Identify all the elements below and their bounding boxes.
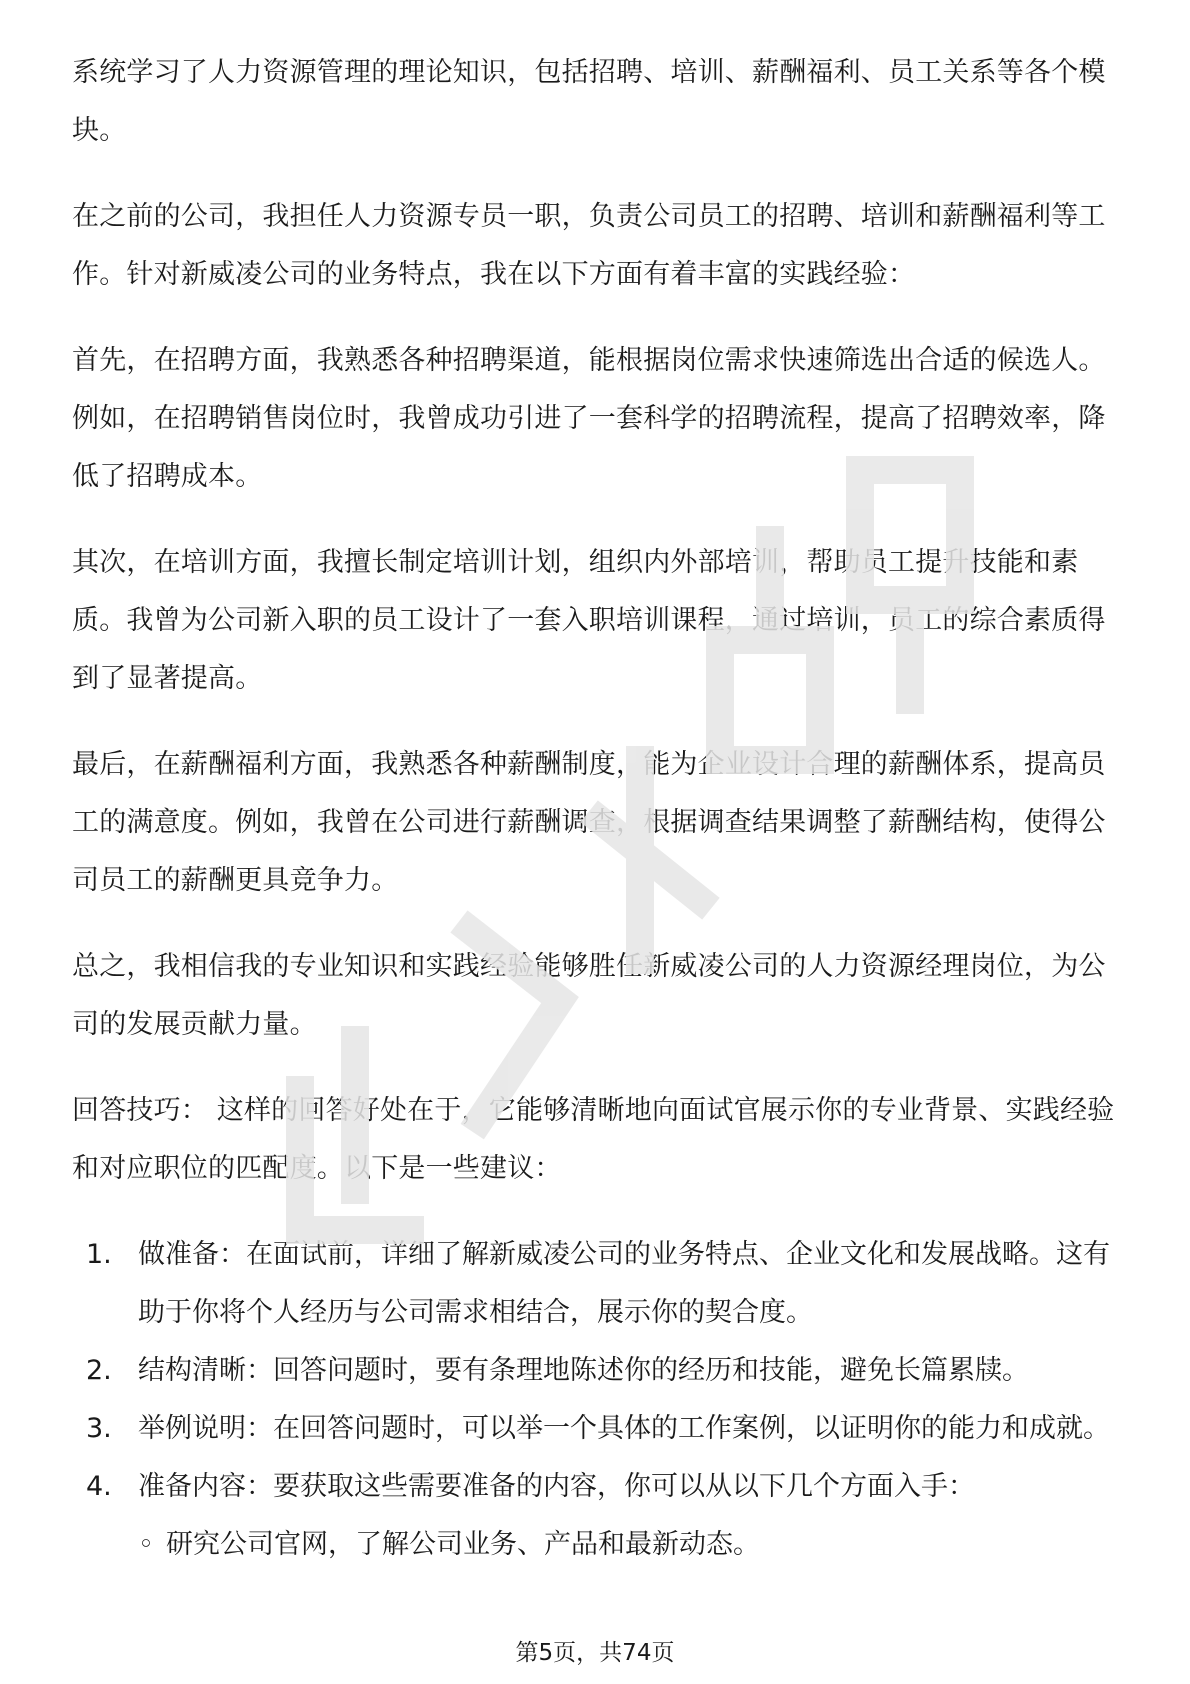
paragraph-recruiting: 首先，在招聘方面，我熟悉各种招聘渠道，能根据岗位需求快速筛选出合适的候选人。例如，在招聘销售岗位时，我曾成功引进了一套科学的招聘流程，提高了招聘效率，降低了招聘成本。 [72,345,1106,492]
list-item-text: 做准备：在面试前，详细了解新威凌公司的业务特点、企业文化和发展战略。这有助于你将个人经历与公司需求相结合，展示你的契合度。 [138,1239,1110,1328]
paragraph-intro-tail: 系统学习了人力资源管理的理论知识，包括招聘、培训、薪酬福利、员工关系等各个模块。 [72,57,1106,146]
page-footer: 第5页，共74页 [515,1640,675,1666]
list-item-text: 结构清晰：回答问题时，要有条理地陈述你的经历和技能，避免长篇累牍。 [138,1355,1029,1386]
tips-list-item [86,1400,1122,1458]
hollow-bullet-icon: ◦ [138,1529,154,1560]
tips-list-item [86,1342,1122,1400]
tips-list-item [86,1458,1122,1574]
paragraph-experience: 在之前的公司，我担任人力资源专员一职，负责公司员工的招聘、培训和薪酬福利等工作。针对新威凌公司的业务特点，我在以下方面有着丰富的实践经验： [72,201,1106,290]
sub-tips-list-item [138,1516,1122,1574]
paragraph-training: 其次，在培训方面，我擅长制定培训计划，组织内外部培训，帮助员工提升技能和素质。我曾为公司新入职的员工设计了一套入职培训课程，通过培训，员工的综合素质得到了显著提高。 [72,547,1106,694]
tips-list-item [86,1226,1122,1342]
list-item-text: 准备内容：要获取这些需要准备的内容，你可以从以下几个方面入手： [138,1471,975,1502]
list-number: 3. [86,1413,112,1444]
list-number: 4. [86,1471,112,1502]
list-number: 2. [86,1355,112,1386]
sub-list-item-text: 研究公司官网，了解公司业务、产品和最新动态。 [166,1529,760,1560]
list-item-text: 举例说明：在回答问题时，可以举一个具体的工作案例，以证明你的能力和成就。 [138,1413,1110,1444]
paragraph-summary: 总之，我相信我的专业知识和实践经验能够胜任新威凌公司的人力资源经理岗位，为公司的发展贡献力量。 [72,951,1106,1040]
tips-list [72,1226,1122,1574]
paragraph-answer-tips: 回答技巧： 这样的回答好处在于，它能够清晰地向面试官展示你的专业背景、实践经验和对应职位的匹配度。以下是一些建议： [72,1095,1115,1184]
paragraph-compensation: 最后，在薪酬福利方面，我熟悉各种薪酬制度，能为企业设计合理的薪酬体系，提高员工的满意度。例如，我曾在公司进行薪酬调查，根据调查结果调整了薪酬结构，使得公司员工的薪酬更具竞争力。 [72,749,1106,896]
sub-tips-list [138,1516,1122,1574]
document-body [72,44,1122,1574]
list-number: 1. [86,1239,112,1270]
